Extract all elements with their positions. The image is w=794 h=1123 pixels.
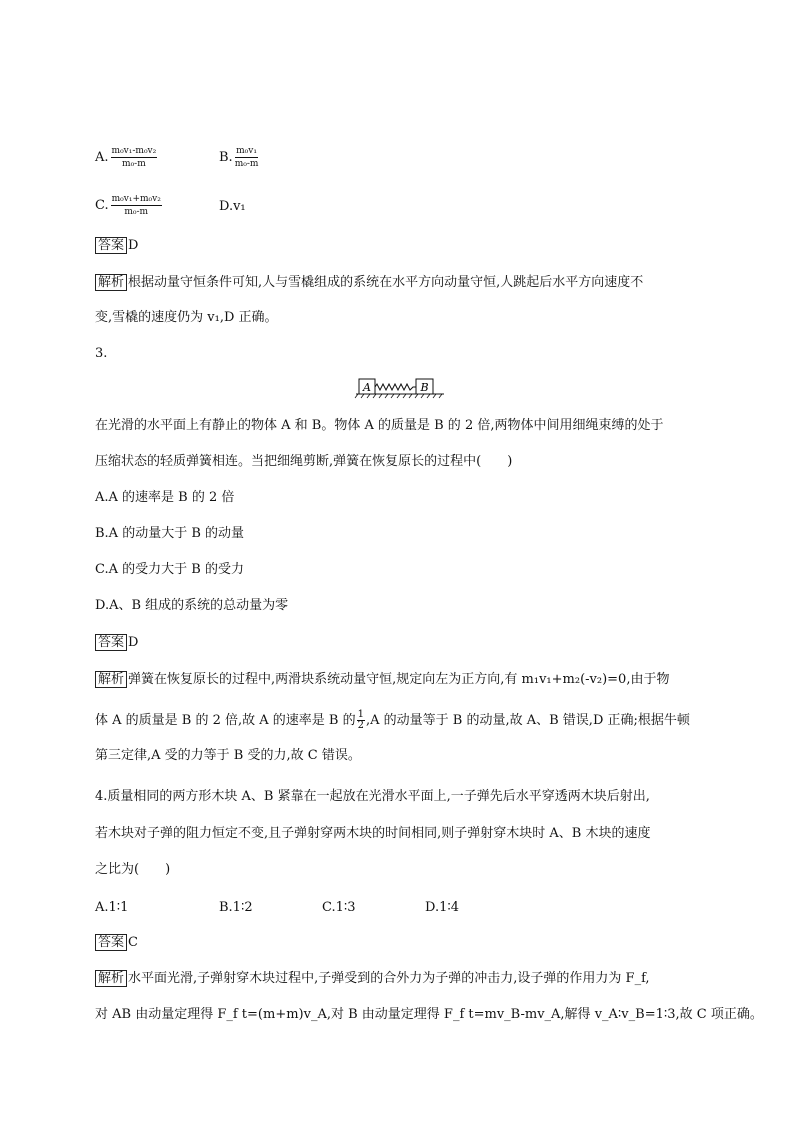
q4-analysis-line1: 解析 水平面光滑,子弹射穿木块过程中,子弹受到的合外力为子弹的冲击力,设子弹的作用力为 F_f,	[95, 970, 650, 987]
q4-stem-line2: 若木块对子弹的阻力恒定不变,且子弹射穿两木块的时间相同,则子弹射穿木块时 A、B 木块的速度	[95, 826, 651, 841]
q3-answer: 答案 D	[95, 634, 138, 651]
analysis-tag: 解析	[95, 970, 127, 987]
q4-answer: 答案 C	[95, 934, 138, 951]
q3-option-c: C.A 的受力大于 B 的受力	[95, 562, 244, 577]
analysis-tag: 解析	[95, 274, 127, 291]
q2-option-b: B. $\frac{\text{m₀v₁}}{\text{m₀-m}}$	[219, 146, 259, 169]
q2-option-c: C. $\frac{\text{m₀v₁+m₀v₂}}{\text{m₀-m}}$	[95, 194, 161, 217]
q3-analysis-line3: 第三定律,A 受的力等于 B 受的力,故 C 错误。	[95, 748, 361, 763]
q4-option-a: A.1∶1	[95, 900, 129, 915]
q2-analysis-line1: 解析 根据动量守恒条件可知,人与雪橇组成的系统在水平方向动量守恒,人跳起后水平方向速度不	[95, 274, 643, 291]
q3-stem-line1: 在光滑的水平面上有静止的物体 A 和 B。物体 A 的质量是 B 的 2 倍,两物体中间用细绳束缚的处于	[95, 418, 664, 433]
q3-spring-blocks-figure	[354, 376, 446, 402]
half-fraction: $\frac{1}{2}$	[357, 709, 364, 731]
answer-tag: 答案	[95, 634, 127, 651]
q4-option-d: D.1∶4	[425, 900, 460, 915]
q2-option-c-fraction: $\frac{\text{m₀v₁+m₀v₂}}{\text{m₀-m}}$	[111, 194, 161, 217]
q3-option-b: B.A 的动量大于 B 的动量	[95, 526, 245, 541]
q2-answer: 答案 D	[95, 237, 138, 254]
q2-analysis-line2: 变,雪橇的速度仍为 v₁,D 正确。	[95, 310, 278, 325]
q3-option-d: D.A、B 组成的系统的总动量为零	[95, 598, 289, 613]
q3-analysis-line2: 体 A 的质量是 B 的 2 倍,故 A 的速率是 B 的 $\frac{1}{2}$ ,A 的动量等于 B 的动量,故 A、B 错误,D 正确;根据牛顿	[95, 709, 690, 731]
q4-analysis-line2: 对 AB 由动量定理得 F_f t=(m+m)v_A,对 B 由动量定理得 F_f t=mv_B-mv_A,解得 v_A∶v_B=1∶3,故 C 项正确。	[95, 1007, 763, 1022]
q4-stem-line3: 之比为( )	[95, 862, 171, 877]
q4-option-c: C.1∶3	[322, 900, 356, 915]
answer-tag: 答案	[95, 934, 127, 951]
spring	[375, 384, 416, 390]
q2-option-b-fraction: $\frac{\text{m₀v₁}}{\text{m₀-m}}$	[234, 146, 259, 169]
q2-option-a-fraction: $\frac{\text{m₀v₁-m₀v₂}}{\text{m₀-m}}$	[111, 146, 157, 169]
block-a-label: A	[363, 381, 371, 394]
q3-number: 3.	[95, 346, 108, 361]
q2-option-a: A. $\frac{\text{m₀v₁-m₀v₂}}{\text{m₀-m}}$	[95, 146, 157, 169]
q3-stem-line2: 压缩状态的轻质弹簧相连。当把细绳剪断,弹簧在恢复原长的过程中( )	[95, 454, 513, 469]
q2-option-d: D.v₁	[219, 199, 246, 214]
q3-analysis-line1: 解析 弹簧在恢复原长的过程中,两滑块系统动量守恒,规定向左为正方向,有 m₁v₁+m₂(-v₂)=0,由于物	[95, 671, 669, 688]
block-b-label: B	[420, 381, 429, 394]
q4-option-b: B.1∶2	[219, 900, 253, 915]
q3-option-a: A.A 的速率是 B 的 2 倍	[95, 490, 235, 505]
q4-stem-line1: 4.质量相同的两方形木块 A、B 紧靠在一起放在光滑水平面上,一子弹先后水平穿透两木块后射出,	[95, 789, 650, 804]
answer-tag: 答案	[95, 237, 127, 254]
analysis-tag: 解析	[95, 671, 127, 688]
